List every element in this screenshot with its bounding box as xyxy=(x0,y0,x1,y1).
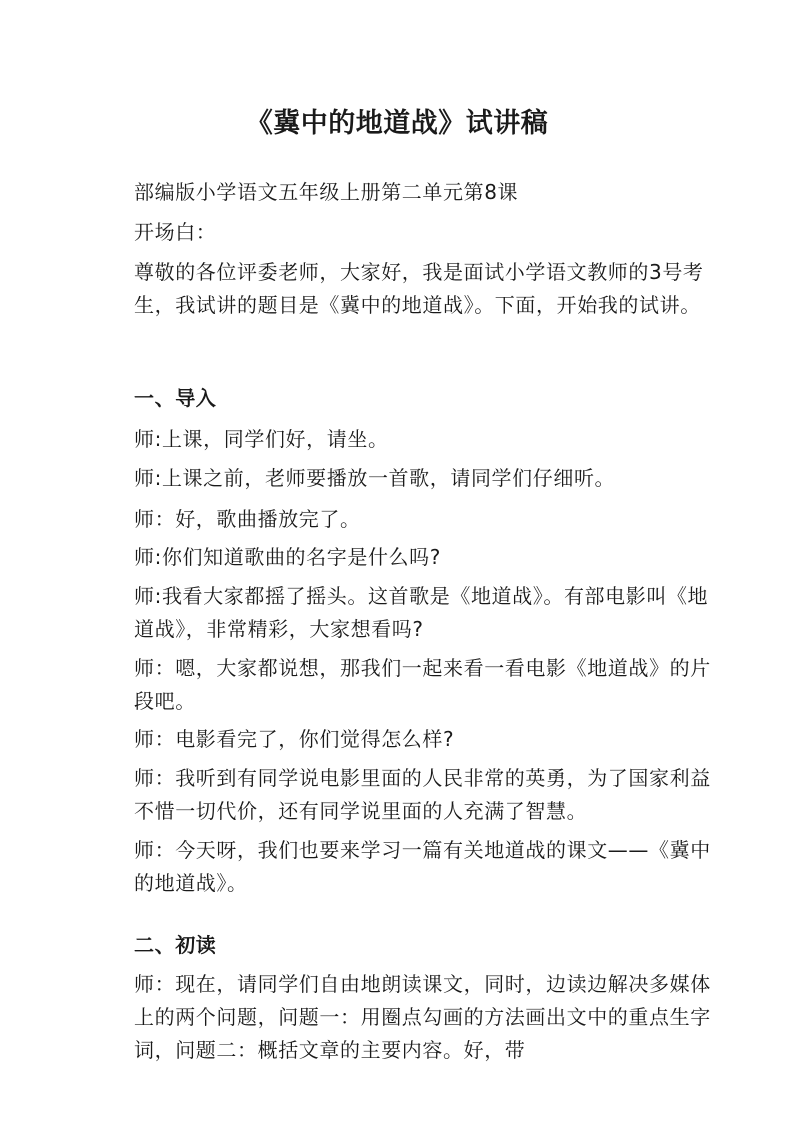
dialogue-line: 师：我听到有同学说电影里面的人民非常的英勇，为了国家利益不惜一切代价，还有同学说里面的人充满了智慧。 xyxy=(134,766,711,823)
section-heading-intro: 一、导入 xyxy=(134,386,217,410)
section-heading-first-reading: 二、初读 xyxy=(134,933,217,957)
dialogue-line: 师：好，歌曲播放完了。 xyxy=(134,507,361,531)
dialogue-line: 师：嗯，大家都说想，那我们一起来看一看电影《地道战》的片段吧。 xyxy=(134,656,711,713)
dialogue-line: 师:上课，同学们好，请坐。 xyxy=(134,427,389,451)
dialogue-line: 师:你们知道歌曲的名字是什么吗? xyxy=(134,545,441,569)
document-title: 《冀中的地道战》试讲稿 xyxy=(245,108,549,139)
dialogue-line: 师：今天呀，我们也要来学习一篇有关地道战的课文——《冀中的地道战》。 xyxy=(134,838,711,895)
dialogue-line: 师：现在，请同学们自由地朗读课文，同时，边读边解决多媒体上的两个问题，问题一：用圈点勾画的方法画出文中的重点生字词，问题二：概括文章的主要内容。好，带 xyxy=(134,972,711,1062)
dialogue-line: 师：电影看完了，你们觉得怎么样? xyxy=(134,727,455,751)
dialogue-line: 师:我看大家都摇了摇头。这首歌是《地道战》。有部电影叫《地道战》，非常精彩，大家想看吗? xyxy=(134,584,709,641)
opening-paragraph: 尊敬的各位评委老师，大家好，我是面试小学语文教师的3号考生，我试讲的题目是《冀中的地道战》。下面，开始我的试讲。 xyxy=(134,260,704,317)
opening-label: 开场白： xyxy=(134,220,217,244)
lesson-subtitle: 部编版小学语文五年级上册第二单元第8课 xyxy=(134,180,519,204)
dialogue-line: 师:上课之前，老师要播放一首歌，请同学们仔细听。 xyxy=(134,466,616,490)
